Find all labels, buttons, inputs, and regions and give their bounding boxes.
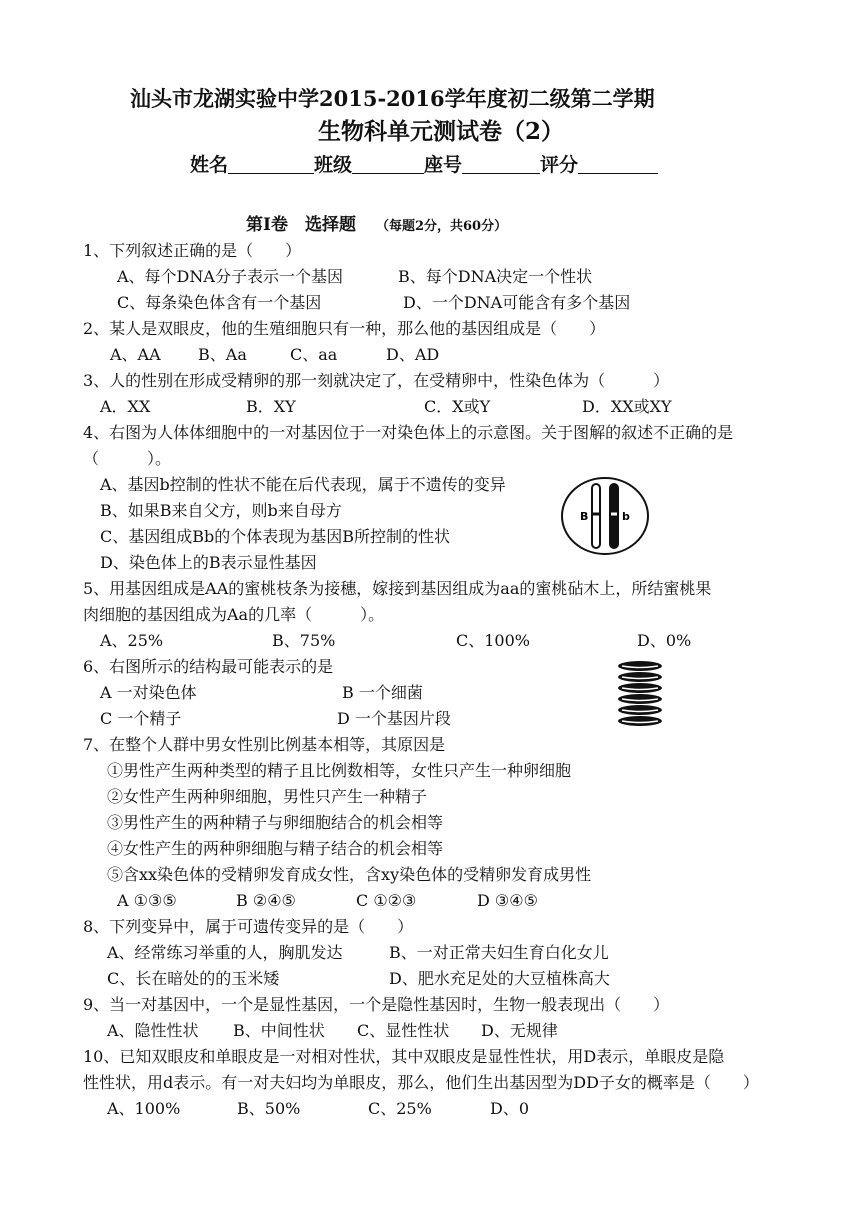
q2-option-d: D、AD xyxy=(386,345,440,364)
seat-blank[interactable] xyxy=(462,155,540,174)
q10-option-a: A、100% xyxy=(107,1099,181,1118)
q2-option-b: B、Aa xyxy=(198,345,247,364)
q5-stem-line1: 5、用基因组成是AA的蜜桃枝条为接穗，嫁接到基因组成为aa的蜜桃砧木上，所结蜜桃果 xyxy=(83,579,712,598)
q7-option-c: C ①②③ xyxy=(356,891,417,910)
q7-option-b: B ②④⑤ xyxy=(236,891,296,910)
q8-option-b: B、一对正常夫妇生育白化女儿 xyxy=(389,943,609,962)
q2-stem: 2、某人是双眼皮，他的生殖细胞只有一种，那么他的基因组成是（ ） xyxy=(83,319,606,338)
q9-option-c: C、显性性状 xyxy=(357,1021,450,1040)
q6-option-a: A 一对染色体 xyxy=(100,683,197,702)
q6-option-b: B 一个细菌 xyxy=(342,683,423,702)
class-label: 班级 xyxy=(314,154,353,176)
q5-option-b: B、75% xyxy=(272,631,336,650)
q2-option-a: A、AA xyxy=(110,345,161,364)
helix-bands xyxy=(618,661,662,726)
q10-option-d: D、0 xyxy=(490,1099,530,1118)
q1-option-c: C、每条染色体含有一个基因 xyxy=(117,293,322,312)
q8-option-c: C、长在暗处的的玉米矮 xyxy=(107,969,280,988)
q7-statement-5: ⑤含xx染色体的受精卵发育成女性，含xy染色体的受精卵发育成男性 xyxy=(107,865,592,884)
q8-option-d: D、肥水充足处的大豆植株高大 xyxy=(389,969,610,988)
q4-option-d: D、染色体上的B表示显性基因 xyxy=(100,553,317,572)
school-title: 汕头市龙湖实验中学2015-2016学年度初二级第二学期 xyxy=(130,86,655,111)
q5-option-a: A、25% xyxy=(100,631,164,650)
q1-option-d: D、一个DNA可能含有多个基因 xyxy=(403,293,631,312)
q6-stem: 6、右图所示的结构最可能表示的是 xyxy=(83,657,334,676)
q9-option-d: D、无规律 xyxy=(481,1021,558,1040)
q6-option-d: D 一个基因片段 xyxy=(337,709,451,728)
q5-option-c: C、100% xyxy=(456,631,530,650)
q9-option-a: A、隐性性状 xyxy=(107,1021,199,1040)
q1-option-a: A、每个DNA分子表示一个基因 xyxy=(117,267,343,286)
q4-option-c: C、基因组成Bb的个体表现为基因B所控制的性状 xyxy=(100,527,451,546)
q1-option-b: B、每个DNA决定一个性状 xyxy=(398,267,593,286)
q2-option-c: C、aa xyxy=(290,345,338,364)
chromosome-right xyxy=(610,484,618,548)
q3-option-b: B．XY xyxy=(246,397,296,416)
q7-statement-3: ③男性产生的两种精子与卵细胞结合的机会相等 xyxy=(107,813,444,832)
q5-option-d: D、0% xyxy=(637,631,692,650)
q7-option-d: D ③④⑤ xyxy=(477,891,538,910)
q4-stem-line2: （ ）。 xyxy=(83,449,172,468)
name-blank[interactable] xyxy=(228,155,314,174)
q3-option-a: A．XX xyxy=(100,397,151,416)
q3-stem: 3、人的性别在形成受精卵的那一刻就决定了，在受精卵中，性染色体为（ ） xyxy=(83,371,670,390)
chromosome-pair-svg xyxy=(560,476,650,556)
q10-stem-line2: 性性状，用d表示。有一对夫妇均为单眼皮，那么，他们生出基因型为DD子女的概率是（ ） xyxy=(83,1073,759,1092)
q4-option-b: B、如果B来自父方，则b来自母方 xyxy=(100,501,342,520)
q10-stem-line1: 10、已知双眼皮和单眼皮是一对相对性状，其中双眼皮是显性性状，用D表示，单眼皮是隐 xyxy=(83,1047,725,1066)
q8-stem: 8、下列变异中，属于可遗传变异的是（ ） xyxy=(83,917,414,936)
name-label: 姓名 xyxy=(190,154,229,176)
section-title: 第Ⅰ卷 选择题 xyxy=(246,215,356,235)
dna-helix-figure xyxy=(614,660,666,726)
chromosome-left xyxy=(592,484,600,548)
chromosome-pair-figure xyxy=(560,476,650,556)
q7-stem: 7、在整个人群中男女性别比例基本相等，其原因是 xyxy=(83,735,446,754)
q10-option-b: B、50% xyxy=(237,1099,301,1118)
q5-stem-line2: 肉细胞的基因组成为Aa的几率（ ）。 xyxy=(83,605,385,624)
q7-statement-1: ①男性产生两种类型的精子且比例数相等，女性只产生一种卵细胞 xyxy=(107,761,572,780)
q10-option-c: C、25% xyxy=(368,1099,432,1118)
q9-stem: 9、当一对基因中，一个是显性基因，一个是隐性基因时，生物一般表现出（ ） xyxy=(83,995,670,1014)
cell-outline xyxy=(562,478,648,554)
q9-option-b: B、中间性状 xyxy=(233,1021,325,1040)
paper-title: 生物科单元测试卷（2） xyxy=(318,118,565,145)
q6-option-c: C 一个精子 xyxy=(100,709,182,728)
section-note: （每题2分，共60分） xyxy=(375,219,508,234)
q1-stem: 1、下列叙述正确的是（ ） xyxy=(83,241,302,260)
q7-statement-2: ②女性产生两种卵细胞，男性只产生一种精子 xyxy=(107,787,428,806)
q4-option-a: A、基因b控制的性状不能在后代表现，属于不遗传的变异 xyxy=(100,475,506,494)
class-blank[interactable] xyxy=(352,155,424,174)
gene-label-left: B xyxy=(580,510,589,523)
q7-statement-4: ④女性产生的两种卵细胞与精子结合的机会相等 xyxy=(107,839,444,858)
score-label: 评分 xyxy=(540,154,579,176)
q7-option-a: A ①③⑤ xyxy=(117,891,177,910)
seat-label: 座号 xyxy=(424,154,463,176)
q3-option-d: D．XX或XY xyxy=(582,397,672,416)
q8-option-a: A、经常练习举重的人，胸肌发达 xyxy=(107,943,343,962)
student-info-line xyxy=(190,153,658,177)
section-heading xyxy=(246,215,507,237)
q3-option-c: C．X或Y xyxy=(424,397,491,416)
dna-helix-svg xyxy=(614,660,666,726)
score-blank[interactable] xyxy=(578,155,658,174)
gene-label-right: b xyxy=(622,510,630,523)
q4-stem-line1: 4、右图为人体体细胞中的一对基因位于一对染色体上的示意图。关于图解的叙述不正确的是 xyxy=(83,423,734,442)
